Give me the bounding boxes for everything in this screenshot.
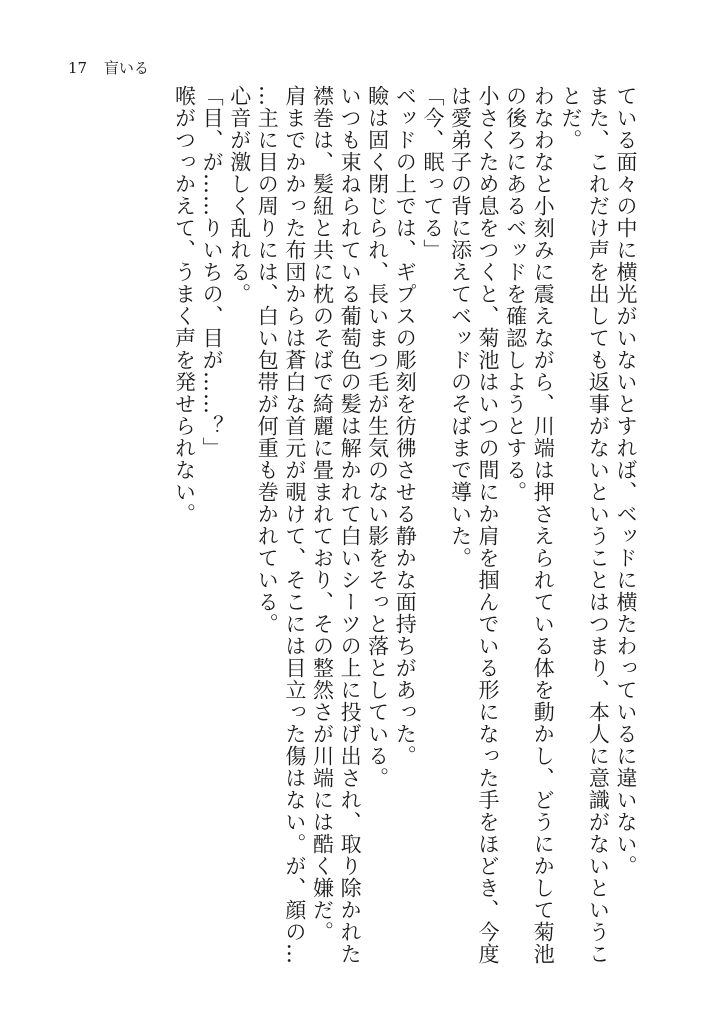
- text-line: ベッドの上では、ギプスの彫刻を彷彿させる静かな面持ちがあった。: [393, 85, 418, 767]
- text-line: 喉がつっかえて、うまく声を発せられない。: [172, 85, 197, 525]
- page-header: [68, 58, 149, 78]
- text-line: ている面々の中に横光がいないとすれば、ベッドに横たわっているに違いない。: [614, 85, 638, 877]
- text-line: 心音が激しく乱れる。: [227, 85, 252, 305]
- text-line: いつも束ねられている葡萄色の髪は解かれて白いシーツの上に投げ出され、取り除かれた: [338, 85, 363, 965]
- text-line: 小さくため息をつくと、菊池はいつの間にか肩を掴んでいる形になった手をほどき、今度: [476, 85, 501, 965]
- text-line: また、これだけ声を出しても返事がないということはつまり、本人に意識がないというこ: [586, 85, 611, 965]
- text-line: 「目、が……りいちの、目が……？」: [200, 85, 225, 459]
- text-line: は愛弟子の背に添えてベッドのそばまで導いた。: [448, 85, 473, 569]
- text-line: 襟巻は、髪紐と共に枕のそばで綺麗に畳まれており、その整然さが川端には酷く嫌だ。: [310, 85, 335, 943]
- text-line: 肩までかかった布団からは蒼白な首元が覗けて、そこには目立った傷はない。が、顔の…: [282, 85, 307, 965]
- body-text: [69, 85, 639, 965]
- text-line: わなわなと小刻みに震えながら、川端は押さえられている体を動かし、どうにかして菊池: [531, 85, 556, 965]
- text-line: とだ。: [558, 85, 583, 151]
- text-line: 瞼は固く閉じられ、長いまつ毛が生気のない影をそっと落としている。: [365, 85, 390, 789]
- chapter-title: 盲いる: [103, 59, 149, 77]
- page-number: 17: [68, 59, 88, 77]
- text-line: の後ろにあるベッドを確認しようとする。: [503, 85, 528, 503]
- text-line: …主に目の周りには、白い包帯が何重も巻かれている。: [255, 85, 280, 635]
- text-line: 「今、眠ってる」: [420, 85, 445, 261]
